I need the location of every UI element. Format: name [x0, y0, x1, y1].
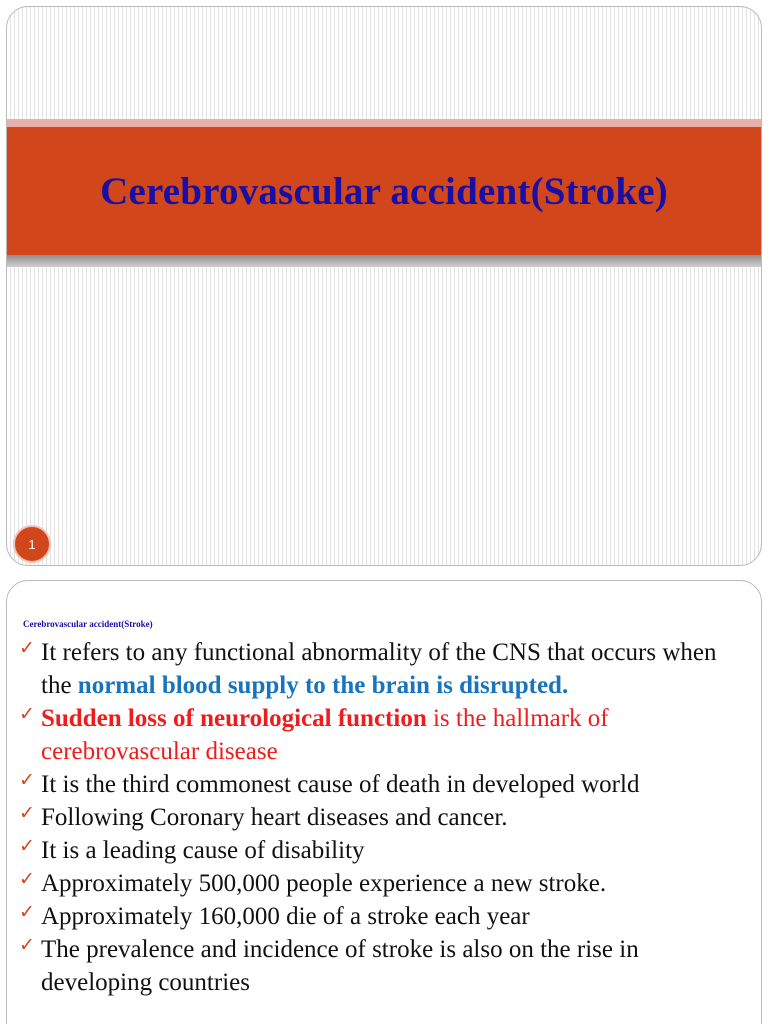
- content-slide: [6, 580, 762, 1024]
- slide-number-badge: 1: [13, 525, 51, 563]
- checkmark-icon: ✓: [19, 835, 35, 857]
- bullet-item: [19, 933, 749, 999]
- bullet-highlight: Sudden loss of neurological function: [41, 705, 427, 732]
- checkmark-icon: ✓: [19, 637, 35, 659]
- checkmark-icon: ✓: [19, 868, 35, 890]
- bullet-text: is the hallmark of cerebrovascular disease: [41, 705, 609, 765]
- checkmark-icon: ✓: [19, 703, 35, 725]
- bullet-item: [19, 768, 749, 801]
- bullet-text: It is the third commonest cause of death in developed world: [41, 771, 640, 798]
- bullet-text: Approximately 500,000 people experience a new stroke.: [41, 870, 607, 897]
- bullet-item: [19, 801, 749, 834]
- slide-header: Cerebrovascular accident(Stroke): [23, 619, 153, 629]
- bullet-item: [19, 834, 749, 867]
- checkmark-icon: ✓: [19, 769, 35, 791]
- checkmark-icon: ✓: [19, 802, 35, 824]
- bullet-text: Following Coronary heart diseases and cancer.: [41, 804, 508, 831]
- checkmark-icon: ✓: [19, 901, 35, 923]
- bullet-item: [19, 636, 749, 702]
- bullet-text: It refers to any functional abnormality of the CNS that occurs when the: [41, 639, 717, 699]
- bullet-item: [19, 900, 749, 933]
- title-band-top-stripe: [7, 119, 761, 127]
- bullet-highlight: normal blood supply to the brain is disrupted.: [77, 672, 569, 699]
- title-slide: [6, 6, 762, 566]
- bullet-item: [19, 702, 749, 768]
- checkmark-icon: ✓: [19, 934, 35, 956]
- slide-title: Cerebrovascular accident(Stroke): [100, 169, 668, 213]
- title-band-shadow: [7, 255, 761, 267]
- bullet-list: [19, 636, 749, 999]
- bullet-item: [19, 867, 749, 900]
- bullet-text: The prevalence and incidence of stroke is also on the rise in developing countries: [41, 936, 639, 996]
- title-band: [7, 127, 761, 255]
- bullet-text: It is a leading cause of disability: [41, 837, 365, 864]
- bullet-text: Approximately 160,000 die of a stroke each year: [41, 903, 530, 930]
